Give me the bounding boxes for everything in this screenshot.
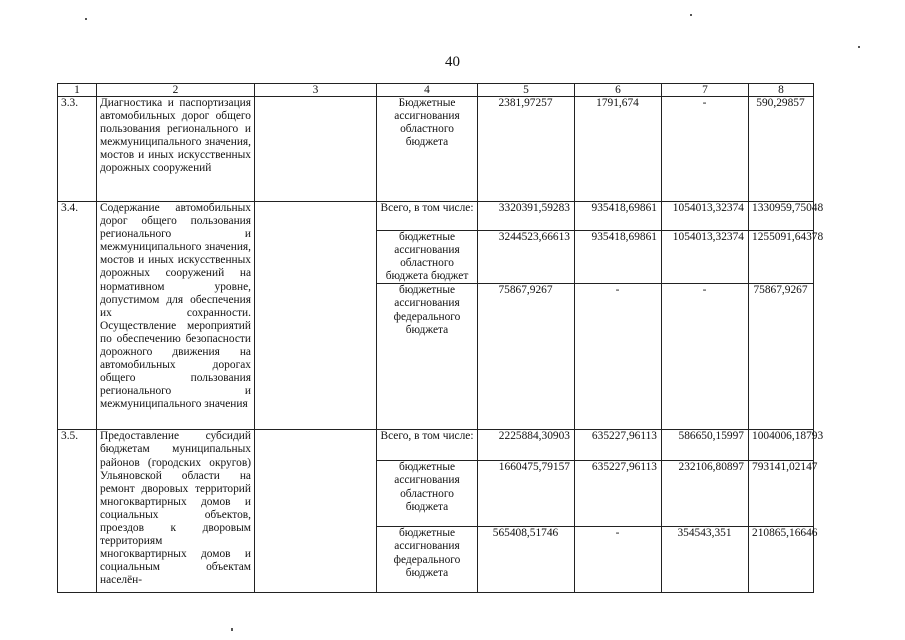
page-number: 40: [445, 54, 460, 70]
value-col-6: 935418,69861: [575, 231, 662, 284]
row-description: Содержание автомобильных дорог общего пользования регионального и межмуниципального значения, мостов и иных искусственных дорожных сооружений на нормативном уровне, допустимом для обеспечения их сохранности. Осуществление мероприятий по обеспечению безопасности дорожного движения на автомобильных дорогах общего пользования регионального и межмуниципального значения: [97, 202, 255, 430]
value-col-7: 232106,80897: [662, 461, 749, 527]
row-number: 3.3.: [58, 97, 97, 202]
header-col-4: 4: [377, 84, 478, 97]
empty-cell: [255, 97, 377, 202]
row-description: Диагностика и паспортизация автомобильных дорог общего пользования регионального и межмуниципального значения, мостов и иных искусственных дорожных сооружений: [97, 97, 255, 202]
funding-source: Всего, в том числе:: [377, 202, 478, 231]
header-col-7: 7: [662, 84, 749, 97]
header-col-6: 6: [575, 84, 662, 97]
value-col-6: 1791,674: [575, 97, 662, 202]
value-col-6: 635227,96113: [575, 430, 662, 461]
scan-speck: [231, 628, 233, 631]
scan-speck: [85, 18, 87, 20]
scan-speck: [690, 14, 692, 16]
value-col-7: -: [662, 284, 749, 430]
value-col-8: 1004006,18793: [749, 430, 814, 461]
value-col-7: 354543,351: [662, 527, 749, 593]
value-col-7: 1054013,32374: [662, 202, 749, 231]
row-description: Предоставление субсидий бюджетам муниципальных районов (городских округов) Ульяновской области на ремонт дворовых территорий многоквартирных домов и социальных объектов, проездов к дворовым территориям многоквартирных домов и социальным объектам населён-: [97, 430, 255, 593]
value-col-8: 590,29857: [749, 97, 814, 202]
value-col-6: 935418,69861: [575, 202, 662, 231]
table-row: [58, 97, 814, 202]
scan-speck: [858, 46, 860, 48]
value-col-8: 793141,02147: [749, 461, 814, 527]
value-col-8: 75867,9267: [749, 284, 814, 430]
funding-source: Бюджетные ассигнования областного бюджета: [377, 97, 478, 202]
funding-source: бюджетные ассигнования федерального бюджета: [377, 284, 478, 430]
budget-table: [57, 83, 824, 593]
row-number: 3.5.: [58, 430, 97, 593]
header-col-2: 2: [97, 84, 255, 97]
value-col-5: 565408,51746: [478, 527, 575, 593]
value-col-5: 75867,9267: [478, 284, 575, 430]
value-col-5: 2381,97257: [478, 97, 575, 202]
value-col-6: -: [575, 284, 662, 430]
empty-cell: [255, 430, 377, 593]
funding-source: бюджетные ассигнования областного бюджета бюджет: [377, 231, 478, 284]
value-col-7: 586650,15997: [662, 430, 749, 461]
header-col-3: 3: [255, 84, 377, 97]
value-col-5: 2225884,30903: [478, 430, 575, 461]
value-col-6: 635227,96113: [575, 461, 662, 527]
value-col-7: -: [662, 97, 749, 202]
funding-source: Всего, в том числе:: [377, 430, 478, 461]
value-col-8: 1330959,75048: [749, 202, 814, 231]
table-row: [58, 202, 814, 231]
table-row: [58, 430, 814, 461]
row-number: 3.4.: [58, 202, 97, 430]
header-col-1: 1: [58, 84, 97, 97]
funding-source: бюджетные ассигнования областного бюджета: [377, 461, 478, 527]
column-number-header: [58, 84, 814, 97]
value-col-8: 1255091,64378: [749, 231, 814, 284]
value-col-5: 3244523,66613: [478, 231, 575, 284]
value-col-6: -: [575, 527, 662, 593]
empty-cell: [255, 202, 377, 430]
funding-source: бюджетные ассигнования федерального бюджета: [377, 527, 478, 593]
header-col-5: 5: [478, 84, 575, 97]
value-col-8: 210865,16646: [749, 527, 814, 593]
value-col-5: 1660475,79157: [478, 461, 575, 527]
header-col-8: 8: [749, 84, 814, 97]
value-col-7: 1054013,32374: [662, 231, 749, 284]
value-col-5: 3320391,59283: [478, 202, 575, 231]
